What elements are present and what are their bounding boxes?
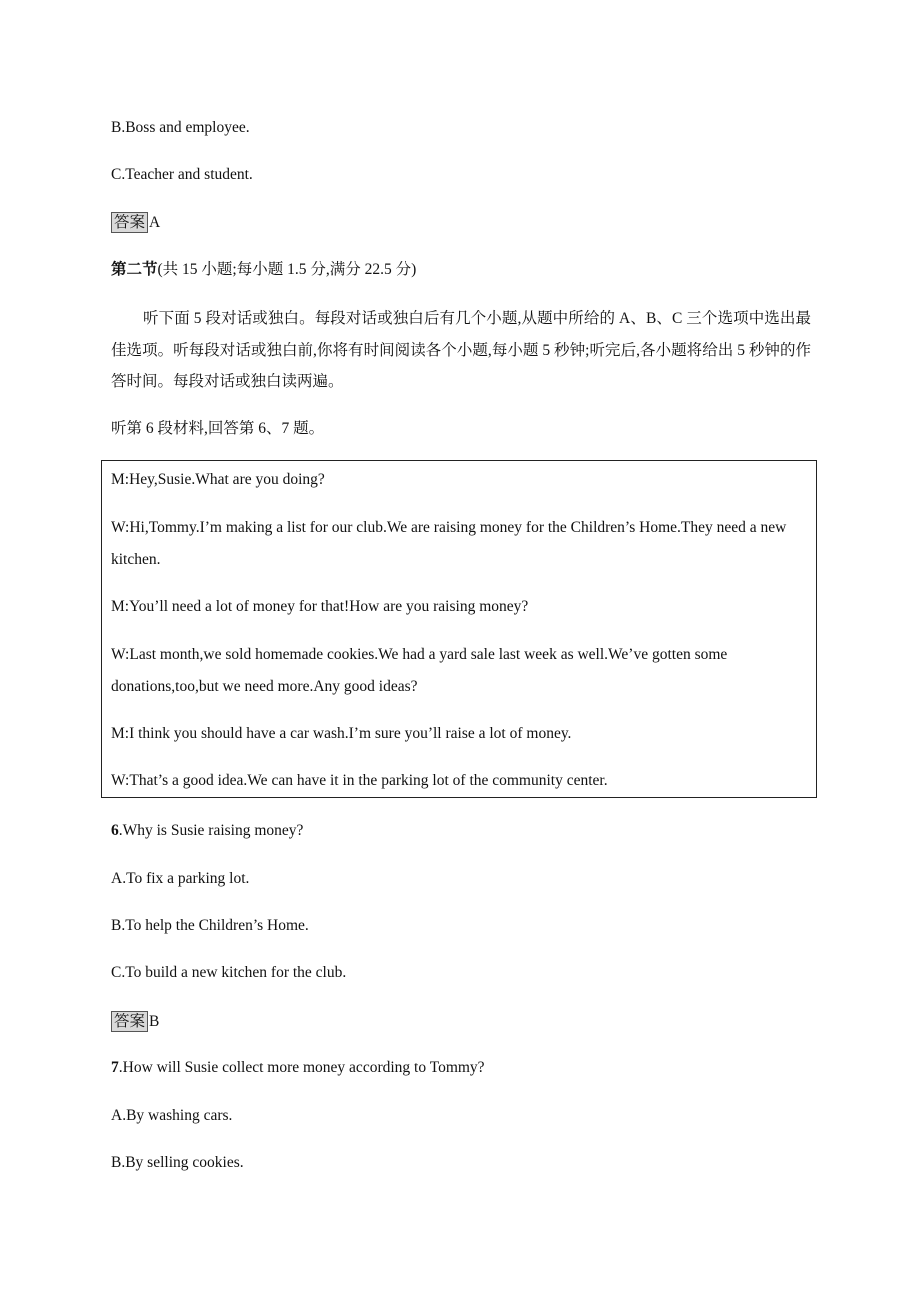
q7-stem: [111, 1058, 485, 1078]
transcript-line: W:That’s a good idea.We can have it in the parking lot of the community center.: [111, 772, 608, 789]
q6-answer: [111, 1011, 159, 1032]
answer-tag: 答案: [111, 1011, 148, 1032]
section-title: 第二节: [111, 261, 158, 278]
answer-tag: 答案: [111, 212, 148, 233]
q7-option-b: B.By selling cookies.: [111, 1154, 244, 1171]
q5-option-b: B.Boss and employee.: [111, 119, 250, 136]
q5-option-c: C.Teacher and student.: [111, 166, 253, 183]
q6-option-b: B.To help the Children’s Home.: [111, 917, 309, 934]
q6-option-c: C.To build a new kitchen for the club.: [111, 964, 347, 981]
q5-answer: [111, 212, 160, 233]
section-heading: [111, 260, 416, 280]
answer-value: A: [149, 214, 161, 231]
transcript-line: M:You’ll need a lot of money for that!How are you raising money?: [111, 598, 529, 615]
transcript-line: W:Last month,we sold homemade cookies.We had a yard sale last week as well.We’ve gotten some donations,too,but we need more.Any good ideas?: [111, 646, 728, 695]
transcript-box: [101, 460, 817, 798]
answer-value: B: [149, 1013, 160, 1030]
q6-number: 6: [111, 822, 119, 839]
transcript-line: M:Hey,Susie.What are you doing?: [111, 471, 325, 488]
q6-option-a: A.To fix a parking lot.: [111, 870, 250, 887]
section-instructions: 听下面 5 段对话或独白。每段对话或独白后有几个小题,从题中所给的 A、B、C 三个选项中选出最佳选项。听每段对话或独白前,你将有时间阅读各个小题,每小题 5 秒钟;听完后,各小题将给出 5 秒钟的作答时间。每段对话或独白读两遍。: [111, 310, 811, 390]
material-prompt: 听第 6 段材料,回答第 6、7 题。: [111, 420, 325, 437]
q7-option-a: A.By washing cars.: [111, 1107, 233, 1124]
q7-number: 7: [111, 1059, 119, 1076]
q6-stem: [111, 821, 303, 841]
section-info: (共 15 小题;每小题 1.5 分,满分 22.5 分): [157, 261, 417, 278]
q6-text: .Why is Susie raising money?: [118, 822, 304, 839]
transcript-line: M:I think you should have a car wash.I’m sure you’ll raise a lot of money.: [111, 725, 572, 742]
q7-text: .How will Susie collect more money according to Tommy?: [118, 1059, 485, 1076]
transcript-line: W:Hi,Tommy.I’m making a list for our club.We are raising money for the Children’s Home.They need a new kitchen.: [111, 519, 787, 568]
